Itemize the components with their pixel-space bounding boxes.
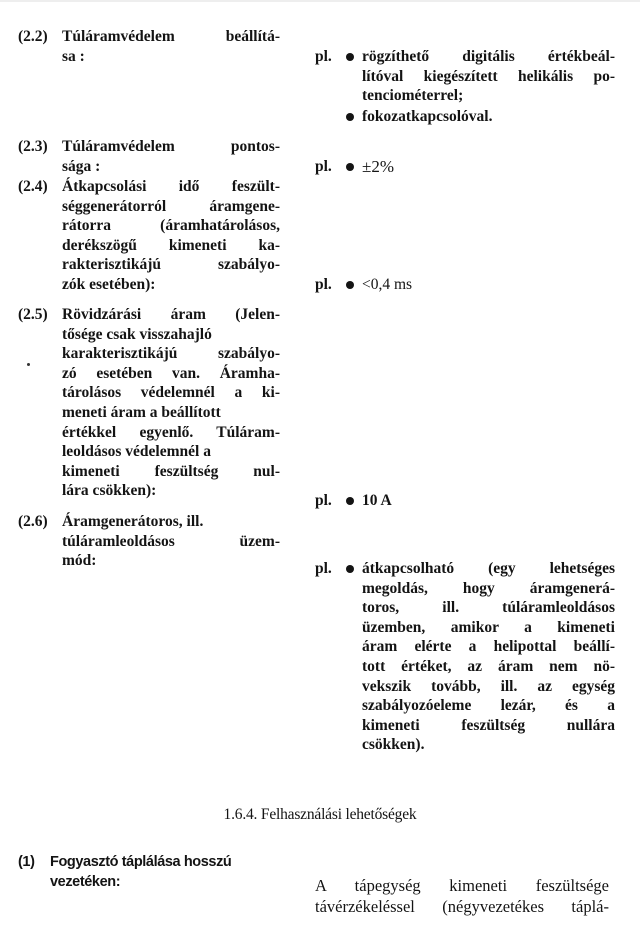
label-line: karakterisztikájú szabályo- xyxy=(62,345,280,363)
spec-item-2-4-value xyxy=(315,275,615,295)
spec-item-2-5-label xyxy=(18,305,280,501)
spec-item-2-2-label xyxy=(18,27,280,66)
label-line: derékszögű kimeneti ka- xyxy=(62,236,280,254)
value-text xyxy=(362,559,615,755)
description-line: A tápegység kimeneti feszültsége xyxy=(315,876,609,895)
example-prefix: pl. xyxy=(315,158,332,175)
value-text xyxy=(362,157,615,177)
value-line: szabályozóeleme lezár, és a xyxy=(362,697,615,715)
spec-item-2-3-label xyxy=(18,137,280,176)
value-line: vekszik tovább, ill. az egység xyxy=(362,677,615,695)
value-line: üzemben, amikor a kimeneti xyxy=(362,618,615,636)
label-line: Átkapcsolási idő feszült- xyxy=(62,178,280,195)
item-label xyxy=(62,512,280,571)
label-line: Áramgenerátoros, ill. xyxy=(62,513,204,530)
label-line: sa : xyxy=(62,47,85,65)
scan-artifact-dot xyxy=(27,363,30,366)
label-line: meneti áram a beállított xyxy=(62,403,221,421)
example-prefix: pl. xyxy=(315,276,332,293)
label-line: kimeneti feszültség nul- xyxy=(62,462,280,480)
item-label xyxy=(50,853,318,892)
value-line: tott értéket, az áram nem nö- xyxy=(362,657,615,675)
item-number: (2.5) xyxy=(18,306,48,323)
bullet-icon xyxy=(346,113,354,121)
value-line: áram elérte a helipottal beállí- xyxy=(362,638,615,656)
value-line: fokozatkapcsolóval. xyxy=(362,108,493,125)
description-line: távérzékeléssel (négyvezetékes táplá- xyxy=(315,897,609,916)
item-label xyxy=(62,305,280,501)
label-line: zó esetében van. Áramha- xyxy=(62,364,280,382)
item-number: (2.4) xyxy=(18,178,48,195)
value-line: lítóval kiegészített helikális po- xyxy=(362,67,615,85)
value-line: <0,4 ms xyxy=(362,276,413,293)
spec-item-2-6-value xyxy=(315,559,615,755)
example-prefix: pl. xyxy=(315,560,332,577)
label-line: Túláramvédelem beállítá- xyxy=(62,28,280,45)
page-top-edge xyxy=(0,0,640,2)
value-line: rögzíthető digitális értékbeál- xyxy=(362,48,615,65)
usage-item-1-label xyxy=(18,853,318,892)
section-heading: 1.6.4. Felhasználási lehetőségek xyxy=(223,806,417,823)
value-line: 10 A xyxy=(362,492,392,509)
value-line: tenciométerrel; xyxy=(362,87,464,105)
value-line: csökken). xyxy=(362,736,425,754)
value-line: megoldás, hogy áramgenerá- xyxy=(362,579,615,597)
spec-item-2-2-value xyxy=(315,47,615,106)
spec-item-2-6-label xyxy=(18,512,280,571)
label-line: értékkel egyenlő. Túláram- xyxy=(62,423,280,441)
label-line: zók esetében): xyxy=(62,275,156,293)
label-line: tárolásos védelemnél a ki- xyxy=(62,384,280,402)
label-line: vezetéken: xyxy=(50,873,121,890)
value-text xyxy=(362,47,615,106)
bullet-icon xyxy=(346,565,354,573)
value-line: toros, ill. túláramleoldásos xyxy=(362,599,615,617)
item-label xyxy=(62,177,280,295)
example-prefix: pl. xyxy=(315,48,332,65)
value-line: kimeneti feszültség nullára xyxy=(362,716,615,734)
item-number: (1) xyxy=(18,854,35,870)
example-prefix: pl. xyxy=(315,492,332,509)
spec-item-2-5-value xyxy=(315,491,615,511)
bullet-icon xyxy=(346,281,354,289)
value-text xyxy=(362,491,615,511)
label-line: tősége csak visszahajló xyxy=(62,325,212,343)
item-number: (2.3) xyxy=(18,138,48,155)
value-line: ±2% xyxy=(362,157,394,176)
item-label xyxy=(62,137,280,176)
label-line: rátorra (áramhatárolásos, xyxy=(62,217,280,235)
label-line: Fogyasztó táplálása hosszú xyxy=(50,854,232,870)
value-text xyxy=(362,275,615,295)
spec-item-2-3-value xyxy=(315,157,615,177)
label-line: sága : xyxy=(62,157,101,175)
spec-item-2-4-label xyxy=(18,177,280,295)
label-line: lára csökken): xyxy=(62,482,157,500)
item-number: (2.6) xyxy=(18,513,48,530)
bullet-icon xyxy=(346,163,354,171)
item-number: (2.2) xyxy=(18,28,48,45)
label-line: Túláramvédelem pontos- xyxy=(62,138,280,155)
value-line: átkapcsolható (egy lehetséges xyxy=(362,560,615,577)
label-line: séggenerátorról áramgene- xyxy=(62,197,280,215)
label-line: Rövidzárási áram (Jelen- xyxy=(62,306,280,323)
label-line: túláramleoldásos üzem- xyxy=(62,532,280,550)
label-line: mód: xyxy=(62,552,97,570)
bullet-icon xyxy=(346,53,354,61)
label-line: leoldásos védelemnél a xyxy=(62,443,211,461)
usage-item-1-description xyxy=(315,875,609,917)
item-label xyxy=(62,27,280,66)
spec-item-2-2-value-second xyxy=(346,107,616,127)
label-line: rakterisztikájú szabályo- xyxy=(62,256,280,274)
bullet-icon xyxy=(346,497,354,505)
